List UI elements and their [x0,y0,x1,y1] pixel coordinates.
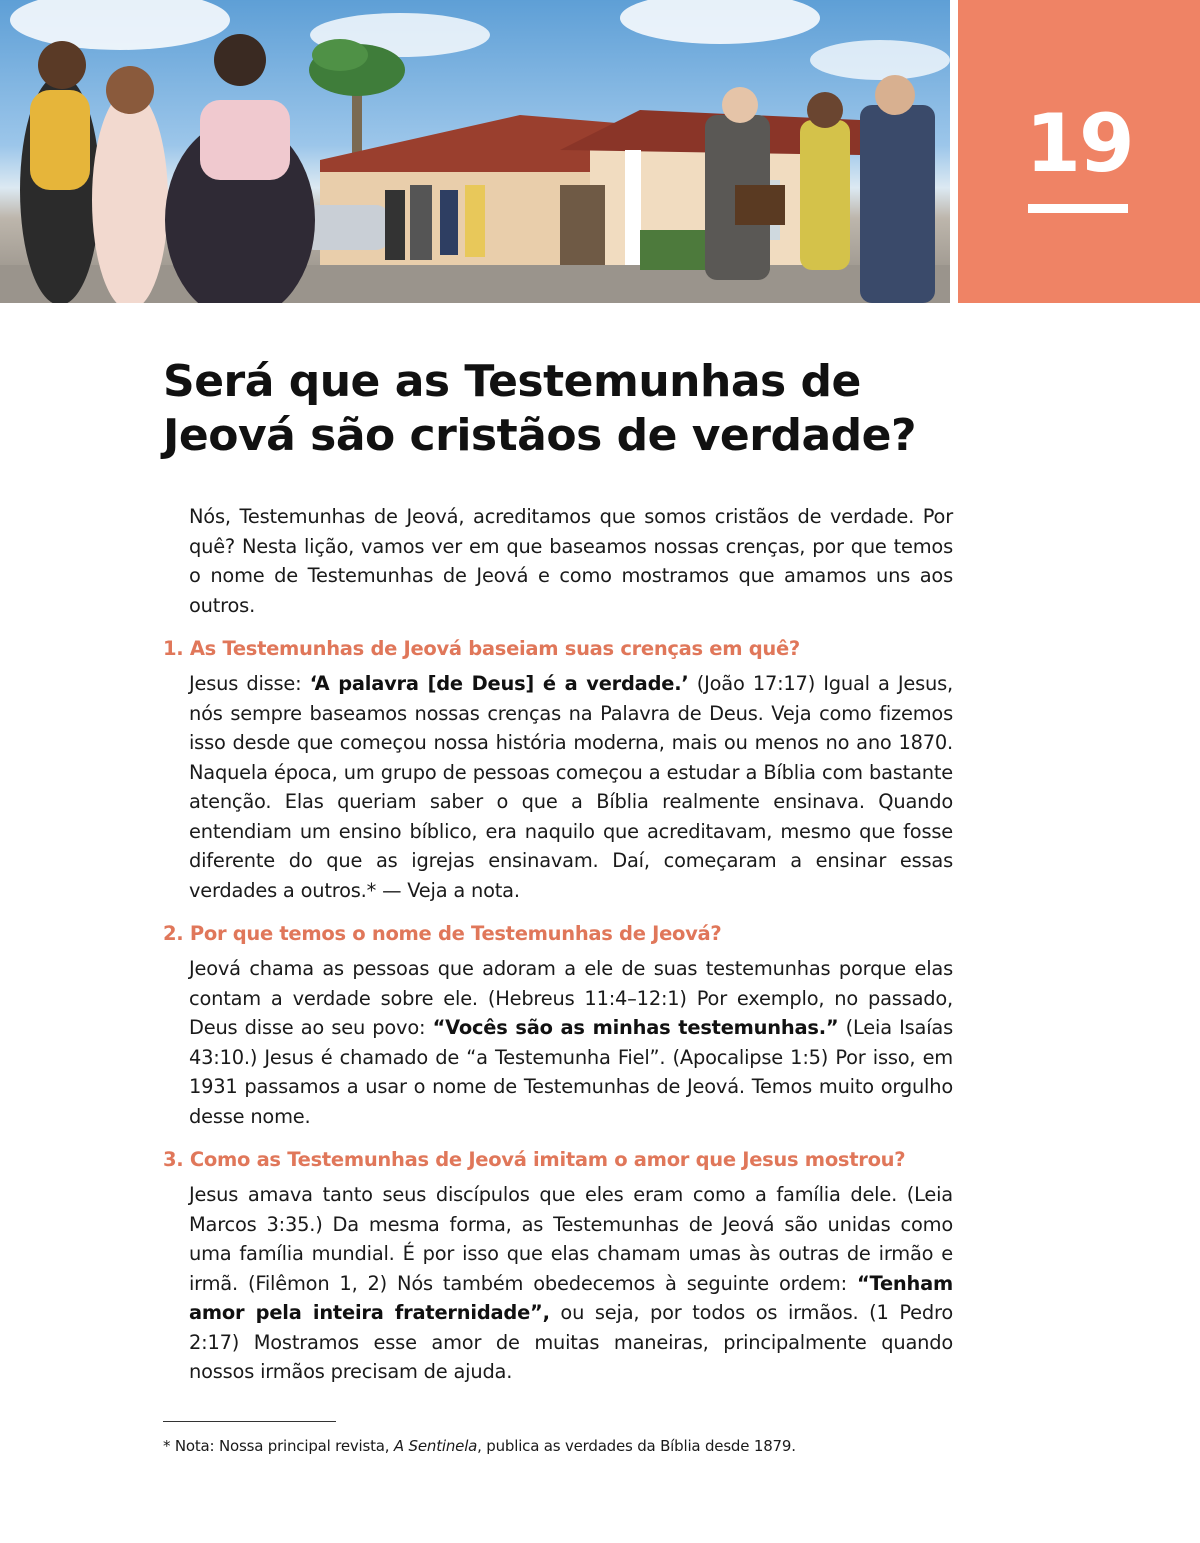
question-3: 3. Como as Testemunhas de Jeová imitam o amor que Jesus mostrou? [163,1148,906,1171]
lesson-number: 19 [1025,97,1133,190]
answer-1-text-b: (João 17:17) Igual a Jesus, nós sempre baseamos nossas crenças na Palavra de Deus. Veja como fizemos isso desde que começou nossa história moderna, mais ou menos no ano 1870. Naquela época, um grupo de pessoas começou a estudar a Bíblia com bastante atenção. Elas queriam saber o que a Bíblia realmente ensinava. Quando entendiam um ensino bíblico, era naquilo que acreditavam, mesmo que fosse diferente do que as igrejas ensinavam. Daí, começaram a ensinar essas verdades a outros.* — Veja a nota. [189,672,953,902]
footnote-divider [163,1421,336,1422]
answer-3-text-b: ou seja, por todos os irmãos. (1 Pedro 2:17) Mostramos esse amor de muitas maneiras, principalmente quando nossos irmãos precisam de ajuda. [189,1301,953,1383]
answer-2-quote: “Vocês são as minhas testemunhas.” [432,1016,839,1039]
answer-1-text-a: Jesus disse: [189,672,310,695]
lesson-number-underline [1028,204,1128,213]
answer-3 [189,1180,953,1387]
answer-1 [189,669,953,905]
page-title: Será que as Testemunhas de Jeová são cristãos de verdade? [163,356,917,461]
header-photo [0,0,950,303]
answer-2-text-a: Jeová chama as pessoas que adoram a ele de suas testemunhas porque elas contam a verdade sobre ele. (Hebreus 11:4–12:1) Por exemplo, no passado, Deus disse ao seu povo: [189,957,953,1039]
answer-3-quote: “Tenham amor pela inteira fraternidade”, [189,1271,953,1324]
question-1: 1. As Testemunhas de Jeová baseiam suas crenças em quê? [163,637,800,660]
footnote [163,1435,796,1457]
intro-paragraph: Nós, Testemunhas de Jeová, acreditamos que somos cristãos de verdade. Por quê? Nesta lição, vamos ver em que baseamos nossas crenças, por que temos o nome de Testemunhas de Jeová e como mostramos que amamos uns aos outros. [189,505,953,617]
answer-1-quote: ‘A palavra [de Deus] é a verdade.’ [309,672,689,695]
answer-2-text-b: (Leia Isaías 43:10.) Jesus é chamado de “a Testemunha Fiel”. (Apocalipse 1:5) Por isso, em 1931 passamos a usar o nome de Testemunhas de Jeová. Temos muito orgulho desse nome. [189,1016,954,1128]
footnote-suffix: , publica as verdades da Bíblia desde 1879. [477,1437,796,1455]
footnote-magazine-title: A Sentinela [393,1437,478,1455]
answer-3-text-a: Jesus amava tanto seus discípulos que eles eram como a família dele. (Leia Marcos 3:35.) Da mesma forma, as Testemunhas de Jeová são unidas como uma família mundial. É por isso que elas chamam umas às outras de irmão e irmã. (Filêmon 1, 2) Nós também obedecemos à seguinte ordem: [189,1183,953,1295]
footnote-prefix: * Nota: Nossa principal revista, [163,1437,394,1455]
question-2: 2. Por que temos o nome de Testemunhas de Jeová? [163,922,722,945]
lesson-number-badge [958,0,1200,303]
lesson-content [163,502,953,1387]
answer-2 [189,954,953,1131]
